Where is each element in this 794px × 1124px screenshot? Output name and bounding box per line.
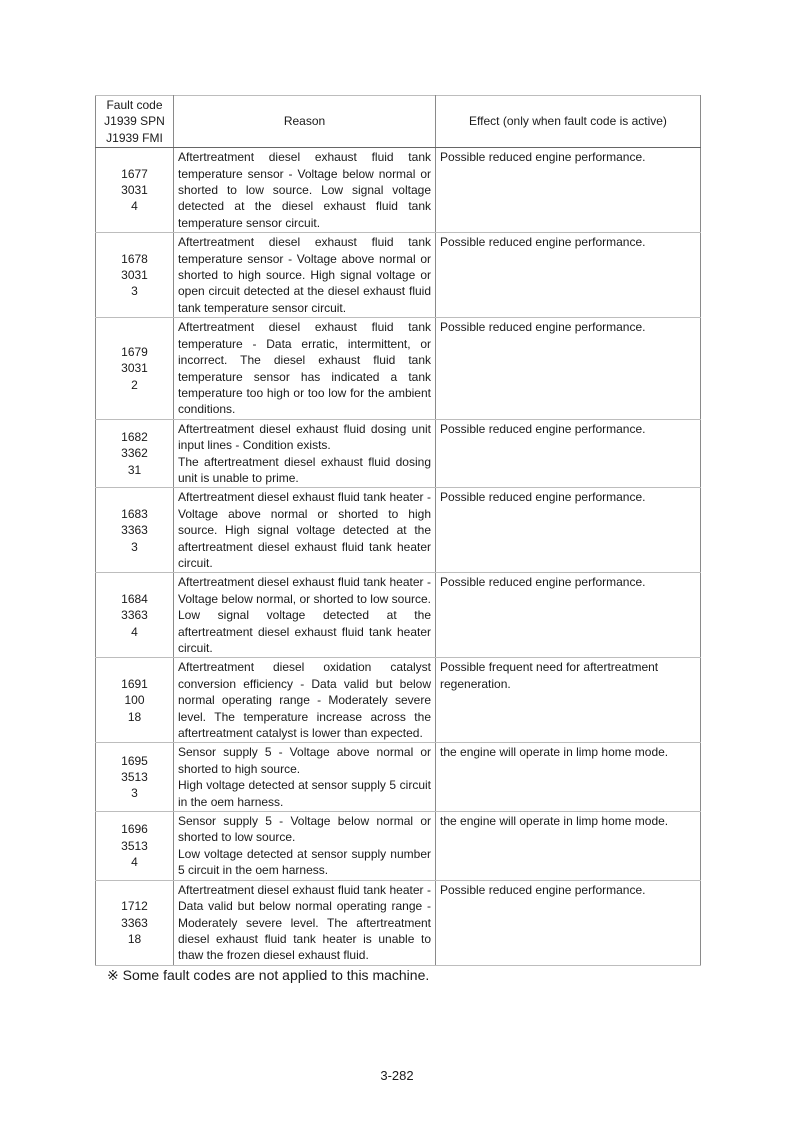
fault-code: 1677 <box>121 166 148 181</box>
fault-code-table <box>95 95 701 966</box>
effect-cell: the engine will operate in limp home mode. <box>436 743 701 812</box>
table-header-row <box>96 96 701 148</box>
effect-cell: Possible reduced engine performance. <box>436 233 701 318</box>
table-row <box>96 318 701 419</box>
fmi-value: 18 <box>127 709 142 724</box>
effect-cell: Possible frequent need for aftertreatment regeneration. <box>436 658 701 743</box>
reason-cell: Aftertreatment diesel exhaust fluid tank heater - Data valid but below normal operating range - Moderately severe level. The aftertreatment diesel exhaust fluid tank heater is unable to thaw the frozen diesel exhaust fluid. <box>174 880 436 965</box>
reason-cell: Aftertreatment diesel exhaust fluid tank temperature sensor - Voltage above normal or shorted to high source. High signal voltage or open circuit detected at the diesel exhaust fluid tank temperature sensor circuit. <box>174 233 436 318</box>
fault-code-cell <box>96 419 174 488</box>
spn-value: 3363 <box>121 915 148 930</box>
reason-cell: Sensor supply 5 - Voltage below normal or shorted to low source. Low voltage detected at sensor supply number 5 circuit in the oem harness. <box>174 812 436 881</box>
reason-cell: Aftertreatment diesel exhaust fluid tank heater - Voltage below normal, or shorted to low source. Low signal voltage detected at the aftertreatment diesel exhaust fluid tank heater circuit. <box>174 573 436 658</box>
spn-value: 100 <box>124 693 145 708</box>
spn-value: 3363 <box>121 608 148 623</box>
effect-cell: Possible reduced engine performance. <box>436 880 701 965</box>
header-effect: Effect (only when fault code is active) <box>436 96 701 148</box>
page-number: 3-282 <box>380 1068 414 1083</box>
spn-value: 3362 <box>121 446 148 461</box>
effect-cell: Possible reduced engine performance. <box>436 318 701 419</box>
spn-value: 3513 <box>121 838 148 853</box>
fmi-value: 3 <box>131 786 138 801</box>
fault-code-cell <box>96 743 174 812</box>
fmi-value: 31 <box>127 462 142 477</box>
reason-cell: Sensor supply 5 - Voltage above normal or shorted to high source. High voltage detected at sensor supply 5 circuit in the oem harness. <box>174 743 436 812</box>
reason-cell: Aftertreatment diesel oxidation catalyst conversion efficiency - Data valid but below normal operating range - Moderately severe level. The temperature increase across the aftertreatment catalyst is lower than expected. <box>174 658 436 743</box>
spn-value: 3031 <box>121 268 148 283</box>
fmi-value: 4 <box>131 624 138 639</box>
fmi-value: 2 <box>131 377 138 392</box>
table-row <box>96 658 701 743</box>
fault-code-cell <box>96 658 174 743</box>
spn-value: 3513 <box>121 770 148 785</box>
fmi-value: 3 <box>131 284 138 299</box>
fault-code-cell <box>96 812 174 881</box>
spn-value: 3031 <box>121 361 148 376</box>
fmi-value: 4 <box>131 199 138 214</box>
fault-code-cell <box>96 233 174 318</box>
table-row <box>96 148 701 233</box>
effect-cell: the engine will operate in limp home mode. <box>436 812 701 881</box>
fault-code: 1712 <box>121 899 148 914</box>
fault-code: 1695 <box>121 753 148 768</box>
reason-cell: Aftertreatment diesel exhaust fluid tank temperature - Data erratic, intermittent, or incorrect. The diesel exhaust fluid tank temperature sensor has indicated a tank temperature too high or too low for the ambient conditions. <box>174 318 436 419</box>
table-row <box>96 488 701 573</box>
fault-code-cell <box>96 148 174 233</box>
reason-cell: Aftertreatment diesel exhaust fluid tank temperature sensor - Voltage below normal or shorted to low source. Low signal voltage detected at the diesel exhaust fluid tank temperature sensor circuit. <box>174 148 436 233</box>
fault-code: 1679 <box>121 344 148 359</box>
fault-code: 1678 <box>121 251 148 266</box>
fault-code-cell <box>96 573 174 658</box>
footnote: ※ Some fault codes are not applied to this machine. <box>107 967 430 983</box>
fault-code: 1696 <box>121 822 148 837</box>
table-row <box>96 743 701 812</box>
fault-code-cell <box>96 880 174 965</box>
fmi-value: 3 <box>131 539 138 554</box>
table-row <box>96 812 701 881</box>
table-row <box>96 573 701 658</box>
fmi-value: 4 <box>131 855 138 870</box>
table-row <box>96 233 701 318</box>
fault-code-cell <box>96 318 174 419</box>
fault-code: 1691 <box>121 676 148 691</box>
reason-cell: Aftertreatment diesel exhaust fluid tank heater - Voltage above normal or shorted to high source. High signal voltage detected at the aftertreatment diesel exhaust fluid tank heater circuit. <box>174 488 436 573</box>
effect-cell: Possible reduced engine performance. <box>436 488 701 573</box>
table-row <box>96 880 701 965</box>
fault-code: 1683 <box>121 506 148 521</box>
fault-code: 1684 <box>121 591 148 606</box>
fault-code-cell <box>96 488 174 573</box>
effect-cell: Possible reduced engine performance. <box>436 573 701 658</box>
header-fault-code: Fault code J1939 SPN J1939 FMI <box>96 96 174 148</box>
effect-cell: Possible reduced engine performance. <box>436 148 701 233</box>
spn-value: 3031 <box>121 183 148 198</box>
reason-cell: Aftertreatment diesel exhaust fluid dosing unit input lines - Condition exists. The aftertreatment diesel exhaust fluid dosing unit is unable to prime. <box>174 419 436 488</box>
effect-cell: Possible reduced engine performance. <box>436 419 701 488</box>
header-reason: Reason <box>174 96 436 148</box>
table-row <box>96 419 701 488</box>
fmi-value: 18 <box>127 931 142 946</box>
spn-value: 3363 <box>121 523 148 538</box>
fault-code: 1682 <box>121 429 148 444</box>
